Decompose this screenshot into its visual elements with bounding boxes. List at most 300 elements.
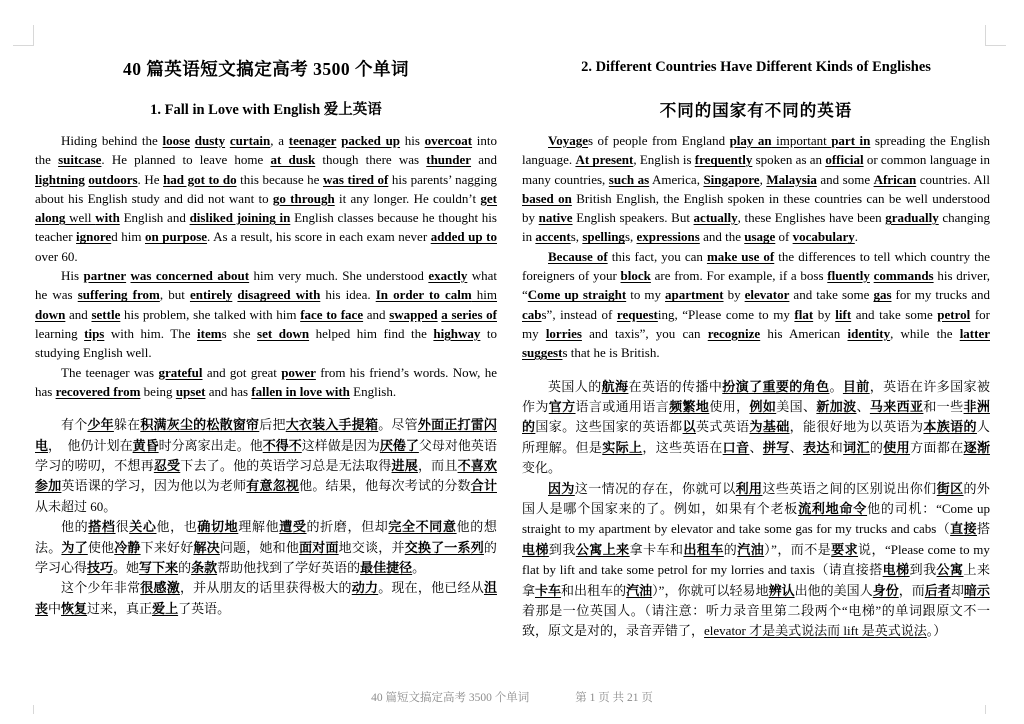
vocabulary-highlight: 动力 — [351, 580, 379, 596]
vocabulary-highlight: 官方 — [548, 398, 576, 414]
vocabulary-highlight: 暗示 — [963, 582, 990, 598]
vocabulary-highlight: ignore — [76, 229, 112, 245]
vocabulary-highlight: 条款 — [191, 560, 218, 575]
text-run: and — [363, 306, 390, 322]
vocabulary-highlight: 爱上 — [152, 600, 179, 616]
vocabulary-highlight: outdoors — [88, 171, 138, 187]
vocabulary-highlight: identity — [847, 325, 891, 341]
text-run: 地交谈，并 — [338, 539, 405, 555]
text-run: 英式英语 — [695, 419, 750, 435]
text-run: 、 — [749, 439, 763, 455]
text-run: 过来，真正 — [87, 600, 153, 616]
vocabulary-highlight: 以 — [682, 419, 696, 435]
text-run: 的外国人是哪个国家来的了。例如，如果有个老板 — [522, 480, 990, 516]
text-run: his problem, she talked with him — [120, 306, 301, 322]
vocabulary-highlight: was tired of — [322, 171, 389, 187]
text-run: of — [775, 229, 793, 245]
vocabulary-highlight: suffering from — [77, 287, 160, 303]
vocabulary-highlight: 口音 — [722, 439, 750, 455]
text-run: , English is — [633, 152, 695, 168]
vocabulary-highlight: 很感激 — [140, 580, 180, 596]
vocabulary-highlight: 确切地 — [197, 519, 239, 535]
vocabulary-highlight: 辨认 — [768, 582, 795, 598]
paragraph — [522, 479, 990, 642]
text-run: ，并从朋友的话里获得极大的 — [179, 580, 352, 596]
text-run: 使他 — [87, 539, 115, 555]
text-run: 的 — [723, 541, 738, 557]
vocabulary-highlight: block — [620, 268, 651, 284]
vocabulary-highlight: 合计 — [470, 478, 497, 494]
vocabulary-highlight: African — [873, 171, 917, 187]
vocabulary-highlight: native — [538, 210, 573, 226]
vocabulary-highlight: 卡车 — [535, 582, 562, 598]
vocabulary-highlight: power — [281, 364, 316, 380]
text-run: and take some — [789, 287, 874, 303]
vocabulary-highlight: dusty — [194, 133, 226, 148]
text-run: 。尽管 — [378, 417, 418, 433]
vocabulary-highlight: actually — [693, 210, 738, 226]
vocabulary-highlight: 要求 — [831, 541, 859, 557]
vocabulary-highlight: 扮演了重要的角色 — [722, 378, 830, 394]
vocabulary-highlight: 汽油 — [626, 582, 653, 598]
text-run: changing in — [522, 210, 991, 245]
vocabulary-highlight: set down — [257, 325, 310, 341]
text-run: 他的 — [61, 519, 89, 535]
text-run: 下去了。他的英语学习总是无法取得 — [180, 457, 392, 473]
vocabulary-highlight: 技巧 — [87, 560, 114, 575]
vocabulary-highlight: lorries — [545, 325, 582, 341]
text-run: Hiding behind the — [61, 133, 163, 148]
text-run: 、 — [789, 439, 803, 455]
vocabulary-highlight: 目前 — [842, 378, 870, 394]
text-run: ing, “Please come to my — [657, 306, 795, 322]
vocabulary-highlight: 逐渐 — [963, 439, 990, 455]
text-run: 。 — [412, 560, 426, 575]
text-run: 问题，她和他 — [219, 539, 300, 555]
text-run: 却 — [950, 582, 964, 598]
vocabulary-highlight: Malaysia — [766, 171, 817, 187]
text-run: . As a result, his score in each exam never — [207, 229, 431, 245]
text-run: and some — [816, 171, 874, 187]
text-run: 。现在，他已经从 — [378, 580, 484, 596]
vocabulary-highlight: 表达 — [802, 439, 830, 455]
margin-crop-mark-top-left — [13, 25, 34, 46]
vocabulary-highlight: At present — [575, 152, 634, 168]
vocabulary-highlight: elevator — [744, 287, 790, 303]
text-run: over 60. — [35, 248, 78, 264]
vocabulary-highlight: important — [771, 133, 832, 148]
text-run: and the — [699, 229, 745, 245]
text-run: spoken as an — [752, 152, 826, 168]
text-run: 他的司机：“Come up straight to my apartment by elevator and take some gas for my trucks and cabs（ — [522, 501, 990, 537]
text-run: countries. All — [916, 171, 990, 187]
vocabulary-highlight: grateful — [158, 364, 203, 380]
vocabulary-highlight: him — [471, 287, 498, 303]
text-run: 。 — [829, 378, 843, 394]
vocabulary-highlight: gradually — [885, 210, 939, 226]
paragraph — [35, 517, 497, 578]
footer-document-name: 40 篇短文搞定高考 3500 个单词 — [371, 692, 530, 704]
article-2-subtitle: 不同的国家有不同的英语 — [659, 101, 853, 120]
text-run: and — [471, 152, 497, 168]
vocabulary-highlight: was concerned about — [130, 268, 250, 284]
article-2-body — [522, 131, 990, 642]
vocabulary-highlight: Singapore — [703, 171, 760, 187]
text-run: , a — [270, 133, 289, 148]
vocabulary-highlight: based on — [522, 190, 572, 206]
vocabulary-highlight: upset — [175, 383, 206, 399]
text-run: 这一情况的存在，你就可以 — [574, 480, 736, 496]
text-run: it any longer. He couldn’t — [334, 190, 481, 206]
text-run: him very much. She understood — [249, 268, 429, 284]
vocabulary-highlight: highway — [433, 325, 481, 341]
text-run: ，能很好地为以英语为 — [789, 419, 924, 435]
text-run: 美国、 — [776, 398, 817, 414]
vocabulary-highlight: fallen in love with — [251, 383, 350, 399]
text-run: 、 — [856, 398, 870, 414]
text-run: and has — [205, 383, 252, 399]
vocabulary-highlight: 遭受 — [279, 519, 307, 535]
text-run: 国家。这些国家的英语都 — [535, 419, 683, 435]
article-1-body — [35, 131, 497, 619]
text-run: his American — [760, 325, 848, 341]
text-run: 后把 — [259, 417, 286, 433]
text-run: s she — [221, 325, 258, 341]
vocabulary-highlight: lift — [835, 306, 852, 322]
left-column — [35, 48, 497, 619]
vocabulary-highlight: 完全不同意 — [388, 519, 457, 535]
text-run: helped him find the — [309, 325, 434, 341]
vocabulary-highlight: 流利地命令 — [798, 501, 868, 516]
vocabulary-highlight: 电梯 — [522, 541, 549, 557]
article-1-title: 1. Fall in Love with English 爱上英语 — [150, 102, 382, 118]
text-run: are from. For example, if a boss — [650, 268, 828, 284]
vocabulary-highlight: 大衣装入手提箱 — [285, 417, 379, 433]
text-run: ， 他仍计划在 — [48, 437, 133, 453]
vocabulary-highlight: item — [197, 325, 222, 341]
text-run: by — [813, 306, 836, 322]
vocabulary-highlight: 外面正打雷闪电 — [35, 417, 497, 453]
text-run: 他。结果，他每次考试的分数 — [299, 478, 471, 494]
text-run: 人所理解。但是 — [522, 419, 990, 455]
text-run: 出他的美国人 — [794, 582, 873, 598]
vocabulary-highlight: 电梯 — [882, 562, 910, 578]
paragraph — [35, 131, 497, 266]
text-run: 他的想法。 — [35, 519, 497, 555]
vocabulary-highlight: 进展 — [391, 457, 418, 473]
text-run: . — [854, 229, 859, 245]
text-run: 有个 — [61, 417, 88, 433]
vocabulary-highlight: 解决 — [193, 539, 220, 555]
vocabulary-highlight: 少年 — [87, 417, 114, 433]
vocabulary-highlight: 面对面 — [299, 539, 339, 555]
paragraph — [35, 578, 497, 619]
text-run: 上来拿 — [522, 562, 990, 598]
text-run: this fact, you can — [607, 248, 707, 264]
vocabulary-highlight: 例如 — [749, 398, 777, 414]
vocabulary-highlight: Come up straight — [527, 287, 627, 303]
text-run: into the — [35, 133, 498, 168]
text-run: his driver, “ — [522, 268, 991, 303]
vocabulary-highlight: partner — [83, 268, 127, 284]
vocabulary-highlight: settle — [91, 306, 121, 322]
text-run: 的 — [178, 560, 192, 575]
vocabulary-highlight: 使用 — [883, 439, 911, 455]
vocabulary-highlight: get along — [35, 190, 498, 226]
vocabulary-highlight: 后者 — [924, 582, 951, 598]
vocabulary-highlight: exactly — [428, 268, 468, 284]
vocabulary-highlight: disliked joining in — [189, 210, 291, 226]
paragraph — [35, 266, 497, 362]
vocabulary-highlight: 有意忽视 — [246, 478, 300, 494]
page-footer — [0, 689, 1024, 705]
vocabulary-highlight: tips — [84, 325, 105, 341]
vocabulary-highlight: 新加波 — [816, 398, 857, 414]
vocabulary-highlight: 交换了一系列 — [404, 539, 484, 555]
text-run: to studying English well. — [35, 325, 498, 361]
text-run: his parents’ nagging about his English study and did not want to — [35, 171, 497, 206]
vocabulary-highlight: 积满灰尘的松散窗帘 — [140, 417, 260, 433]
vocabulary-highlight: latter — [959, 325, 990, 341]
text-run: d him — [111, 229, 145, 245]
text-run: 搭 — [976, 521, 990, 537]
text-run: and got great — [202, 364, 282, 380]
text-run: 理解他 — [238, 519, 280, 535]
vocabulary-highlight: 利用 — [735, 480, 763, 496]
text-run: 。） — [926, 623, 947, 639]
text-run: his idea. — [320, 287, 376, 303]
text-run: 。她 — [113, 560, 140, 575]
text-run: , while the — [890, 325, 960, 341]
text-run: s that he is British. — [562, 345, 660, 361]
vocabulary-highlight: curtain — [229, 133, 271, 148]
vocabulary-highlight: In order to calm — [375, 287, 472, 303]
vocabulary-highlight: thunder — [426, 152, 472, 168]
paragraph — [522, 247, 990, 363]
text-run: s”, instead of — [541, 306, 617, 322]
text-run: 帮助他找到了学好英语的 — [217, 560, 361, 575]
vocabulary-highlight: suitcase — [58, 152, 102, 168]
vocabulary-highlight: apartment — [665, 287, 724, 303]
text-run: 很 — [115, 519, 130, 535]
text-run: 他，也 — [156, 519, 198, 535]
vocabulary-highlight: lightning — [35, 171, 85, 187]
text-run: 使用， — [709, 398, 750, 414]
text-run: with him. The — [104, 325, 198, 341]
vocabulary-highlight: 汽油 — [737, 541, 765, 557]
text-run: British English, the English spoken in these countries can be well understood by — [522, 190, 990, 226]
text-run: 父母对他英语学习的唠叨，不想再 — [35, 437, 497, 473]
text-run: being — [140, 383, 176, 399]
text-run: s of people from England — [587, 133, 730, 148]
vocabulary-highlight: swapped — [389, 306, 438, 322]
text-run: 和 — [829, 439, 844, 455]
vocabulary-highlight: disagreed with — [237, 287, 321, 303]
vocabulary-highlight: fluently — [827, 268, 870, 284]
vocabulary-highlight: 因为 — [548, 480, 575, 496]
vocabulary-highlight: expressions — [636, 229, 700, 245]
vocabulary-highlight: 忍受 — [153, 457, 181, 473]
text-run: 这样做是因为 — [301, 437, 380, 453]
paragraph — [522, 131, 990, 247]
text-run: 到我 — [909, 562, 937, 578]
vocabulary-highlight: 非洲的 — [522, 398, 990, 435]
text-run: 中 — [48, 600, 62, 616]
text-run: 说，“Please come to my flat by lift and take some petrol for my lorries and taxis（请直接搭 — [522, 541, 990, 578]
text-run: s, — [624, 229, 637, 245]
vocabulary-highlight: 街区 — [936, 480, 964, 496]
text-run: or common language in many countries, — [522, 152, 990, 187]
text-run: to my — [626, 287, 666, 303]
vocabulary-highlight: 公寓 — [936, 562, 964, 578]
vocabulary-highlight: 写下来 — [139, 560, 179, 575]
vocabulary-highlight: face to face — [300, 306, 364, 322]
text-run: ，这些英语在 — [642, 439, 723, 455]
text-run: 语言或通用语言 — [575, 398, 670, 414]
vocabulary-highlight: petrol — [937, 306, 971, 322]
right-column — [522, 48, 990, 642]
vocabulary-highlight: 为了 — [61, 539, 88, 555]
vocabulary-highlight: frequently — [694, 152, 753, 168]
text-run: learning — [35, 325, 85, 341]
text-run: 这些英语之间的区别说出你们 — [762, 480, 937, 496]
vocabulary-highlight: go through — [272, 190, 335, 206]
vocabulary-highlight: teenager — [288, 133, 337, 148]
vocabulary-highlight: loose — [162, 133, 190, 148]
vocabulary-highlight: 身份 — [872, 582, 899, 598]
vocabulary-highlight: cab — [522, 306, 542, 322]
vocabulary-highlight: at dusk — [270, 152, 316, 168]
vocabulary-highlight: 出租车 — [683, 541, 724, 557]
vocabulary-highlight: 最佳捷径 — [360, 560, 413, 575]
text-run: this because he — [236, 171, 323, 187]
text-run: for my trucks and — [891, 287, 990, 303]
text-run: 的学习心得 — [35, 539, 497, 575]
text-run: English speakers. But — [572, 210, 694, 226]
text-run: and — [65, 306, 92, 322]
text-run: 和一些 — [923, 398, 964, 414]
vocabulary-highlight: 直接 — [950, 521, 977, 537]
vocabulary-highlight: accent — [535, 229, 571, 245]
text-run: by — [723, 287, 745, 303]
text-run: 和出租车的 — [561, 582, 627, 598]
vocabulary-highlight: 恢复 — [61, 600, 88, 616]
vocabulary-highlight: recovered from — [55, 383, 141, 399]
vocabulary-highlight: request — [616, 306, 658, 322]
vocabulary-highlight: 冷静 — [114, 539, 141, 555]
text-run: ）”，你就可以轻易地 — [652, 582, 769, 598]
text-run: the differences to tell which country the foreigners of your — [522, 248, 991, 284]
vocabulary-highlight: suggest — [522, 345, 563, 361]
vocabulary-highlight: entirely — [189, 287, 233, 303]
vocabulary-highlight: 搭档 — [88, 519, 116, 535]
text-run: 下来好好 — [140, 539, 194, 555]
text-run: 这个少年非常 — [61, 580, 141, 596]
text-run: 在英语的传播中 — [628, 378, 723, 394]
vocabulary-highlight: flat — [794, 306, 814, 322]
vocabulary-highlight: well — [65, 210, 96, 226]
text-run: , — [759, 171, 767, 187]
margin-crop-mark-top-right — [985, 25, 1006, 46]
vocabulary-highlight: 马来西亚 — [869, 398, 924, 414]
text-run: English classes because he thought his teacher — [35, 210, 497, 245]
vocabulary-highlight: 本族语的 — [923, 419, 977, 435]
vocabulary-highlight: overcoat — [424, 133, 473, 148]
text-run: ，英语在许多国家被作为 — [522, 378, 990, 414]
vocabulary-highlight: on purpose — [144, 229, 208, 245]
text-run: 英国人的 — [548, 378, 602, 394]
vocabulary-highlight: 沮丧 — [35, 580, 497, 616]
article-2-title: 2. Different Countries Have Different Kinds of Englishes — [581, 59, 931, 75]
vocabulary-highlight: Because of — [548, 248, 608, 264]
text-run: 时分离家出走。他 — [158, 437, 263, 453]
text-run: 的 — [869, 439, 884, 455]
text-run: . He planned to leave home — [101, 152, 271, 168]
text-run: ）”，而不是 — [764, 541, 832, 557]
vocabulary-highlight: make use of — [706, 248, 775, 264]
vocabulary-highlight: 公寓上来 — [575, 541, 630, 557]
vocabulary-highlight: 不喜欢参加 — [35, 457, 497, 494]
vocabulary-highlight: usage — [744, 229, 776, 245]
text-run: what he was — [35, 268, 498, 303]
text-run: 的折磨，但却 — [306, 519, 389, 535]
text-run: 方面都在 — [910, 439, 964, 455]
text-run: English. — [349, 383, 397, 399]
document-title: 40 篇英语短文搞定高考 3500 个单词 — [122, 59, 410, 79]
vocabulary-highlight: 关心 — [129, 519, 157, 535]
vocabulary-highlight: vocabulary — [792, 229, 855, 245]
vocabulary-highlight: packed up — [341, 133, 401, 148]
vocabulary-highlight: 不得不 — [262, 437, 302, 453]
vocabulary-highlight: 厌倦了 — [379, 437, 419, 453]
text-run: His — [61, 268, 84, 284]
footer-page-number: 第 1 页 共 21 页 — [575, 692, 653, 704]
paragraph — [35, 415, 497, 517]
text-run: 拿卡车和 — [629, 541, 684, 557]
vocabulary-highlight: 为基础 — [749, 419, 790, 435]
text-run: s, — [570, 229, 583, 245]
vocabulary-highlight: such as — [608, 171, 650, 187]
text-run: and taxis”, you can — [581, 325, 708, 341]
text-run: 变化。 — [522, 460, 562, 476]
text-run: 了英语。 — [178, 600, 231, 616]
text-run: 英语课的学习，因为他以为老师 — [61, 478, 247, 494]
text-run: . He — [137, 171, 164, 187]
text-run: English and — [119, 210, 190, 226]
vocabulary-highlight: gas — [873, 287, 892, 303]
paragraph — [35, 363, 497, 402]
vocabulary-highlight: 频繁地 — [669, 398, 710, 414]
text-run: , but — [159, 287, 190, 303]
vocabulary-highlight: spelling — [582, 229, 625, 245]
vocabulary-highlight: with — [95, 210, 120, 226]
text-run: and take some — [851, 306, 938, 322]
text-run: 躲在 — [113, 417, 141, 433]
text-run: 到我 — [548, 541, 576, 557]
vocabulary-highlight: part in — [831, 133, 871, 148]
vocabulary-highlight: 实际上 — [602, 439, 643, 455]
vocabulary-highlight: official — [825, 152, 864, 168]
vocabulary-highlight: had got to do — [163, 171, 237, 187]
vocabulary-highlight: 拼写 — [762, 439, 790, 455]
vocabulary-highlight: recognize — [707, 325, 761, 341]
vocabulary-highlight: 黄昏 — [132, 437, 159, 453]
vocabulary-highlight: play an — [729, 133, 772, 148]
vocabulary-highlight: 词汇 — [843, 439, 870, 455]
vocabulary-highlight: commands — [873, 268, 934, 284]
vocabulary-highlight: 航海 — [601, 378, 629, 394]
vocabulary-highlight: added up to — [430, 229, 497, 245]
